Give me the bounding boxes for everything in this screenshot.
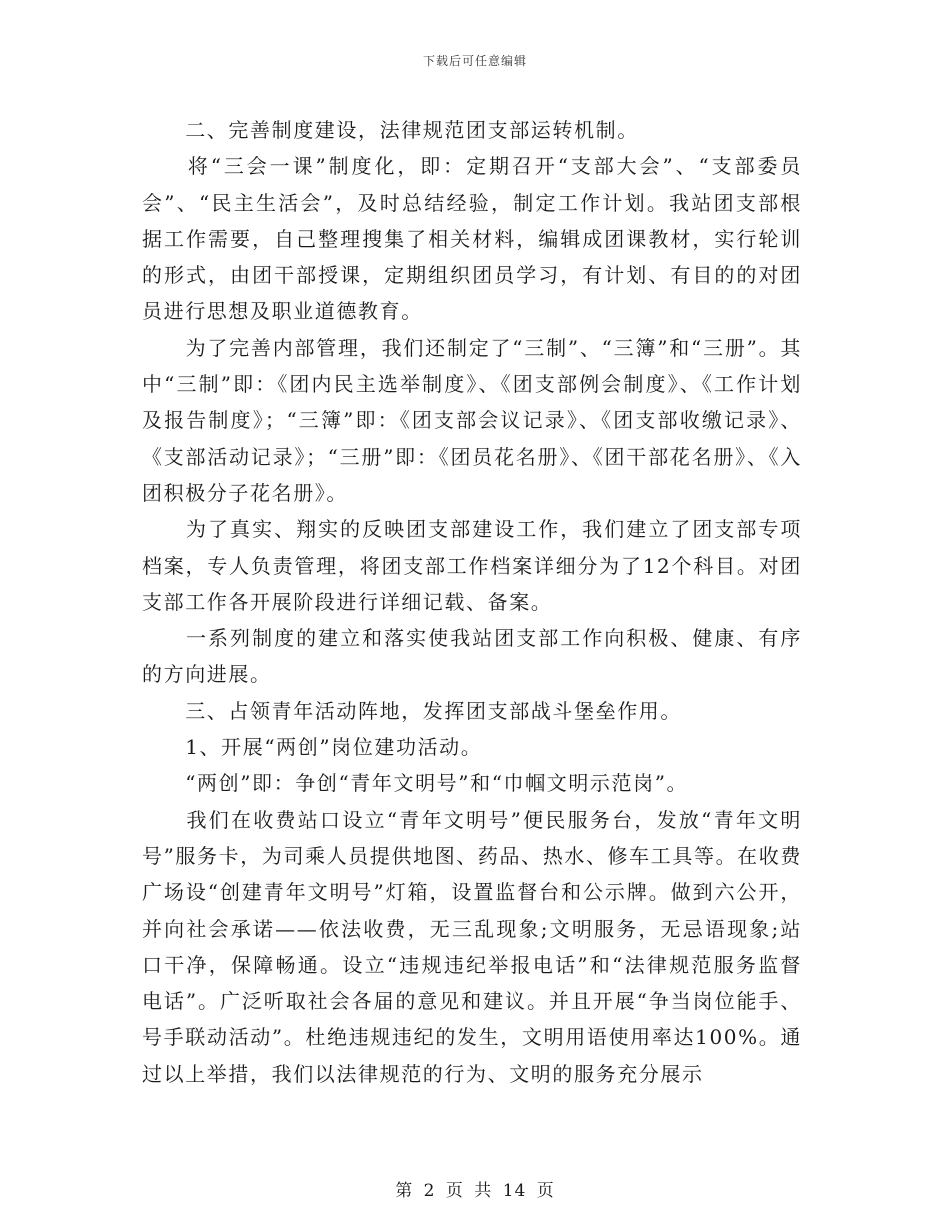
paragraph-internal-management: 为了完善内部管理，我们还制定了“三制”、“三簿”和“三册”。其中“三制”即：《团内民主选举制度》、《团支部例会制度》、《工作计划及报告制度》；“三簿”即：《团支部会议记录》、《团支部收缴记录》、《支部活动记录》；“三册”即：《团员花名册》、《团干部花名册》、《入团积极分子花名册》。 <box>142 335 802 505</box>
paragraph-service-desk: 我们在收费站口设立“青年文明号”便民服务台，发放“青年文明号”服务卡，为司乘人员提供地图、药品、热水、修车工具等。在收费广场设“创建青年文明号”灯箱，设置监督台和公示牌。做到六公开，并向社会承诺——依法收费，无三乱现象;文明服务，无忌语现象;站口干净，保障畅通。设立“违规违纪举报电话”和“法律规范服务监督电话”。广泛听取社会各届的意见和建议。并且开展“争当岗位能手、号手联动活动”。杜绝违规违纪的发生，文明用语使用率达100%。通过以上举措，我们以法律规范的行为、文明的服务充分展示 <box>142 807 802 1086</box>
page-header: 下载后可任意编辑 <box>422 54 527 68</box>
paragraph-system-progress: 一系列制度的建立和落实使我站团支部工作向积极、健康、有序的方向进展。 <box>142 626 802 687</box>
subsection-heading-1: 1、开展“两创”岗位建功活动。 <box>142 735 483 760</box>
section-heading-2: 二、完善制度建设，法律规范团支部运转机制。 <box>142 118 639 142</box>
document-body <box>142 112 802 1092</box>
paragraph-two-creations: “两创”即：争创“青年文明号”和“巾帼文明示范岗”。 <box>142 771 689 796</box>
paragraph-three-meetings: 将“三会一课”制度化，即：定期召开“支部大会”、“支部委员会”、“民主生活会”，及时总结经验，制定工作计划。我站团支部根据工作需要，自己整理搜集了相关材料，编辑成团课教材，实行轮训的形式，由团干部授课，定期组织团员学习，有计划、有目的的对团员进行思想及职业道德教育。 <box>142 154 802 324</box>
section-heading-3: 三、占领青年活动阵地，发挥团支部战斗堡垒作用。 <box>142 698 682 723</box>
page-footer: 第 2 页 共 14 页 <box>395 1181 555 1201</box>
paragraph-archives: 为了真实、翔实的反映团支部建设工作，我们建立了团支部专项档案，专人负责管理，将团支部工作档案详细分为了12个科目。对团支部工作各开展阶段进行详细记载、备案。 <box>142 517 802 614</box>
